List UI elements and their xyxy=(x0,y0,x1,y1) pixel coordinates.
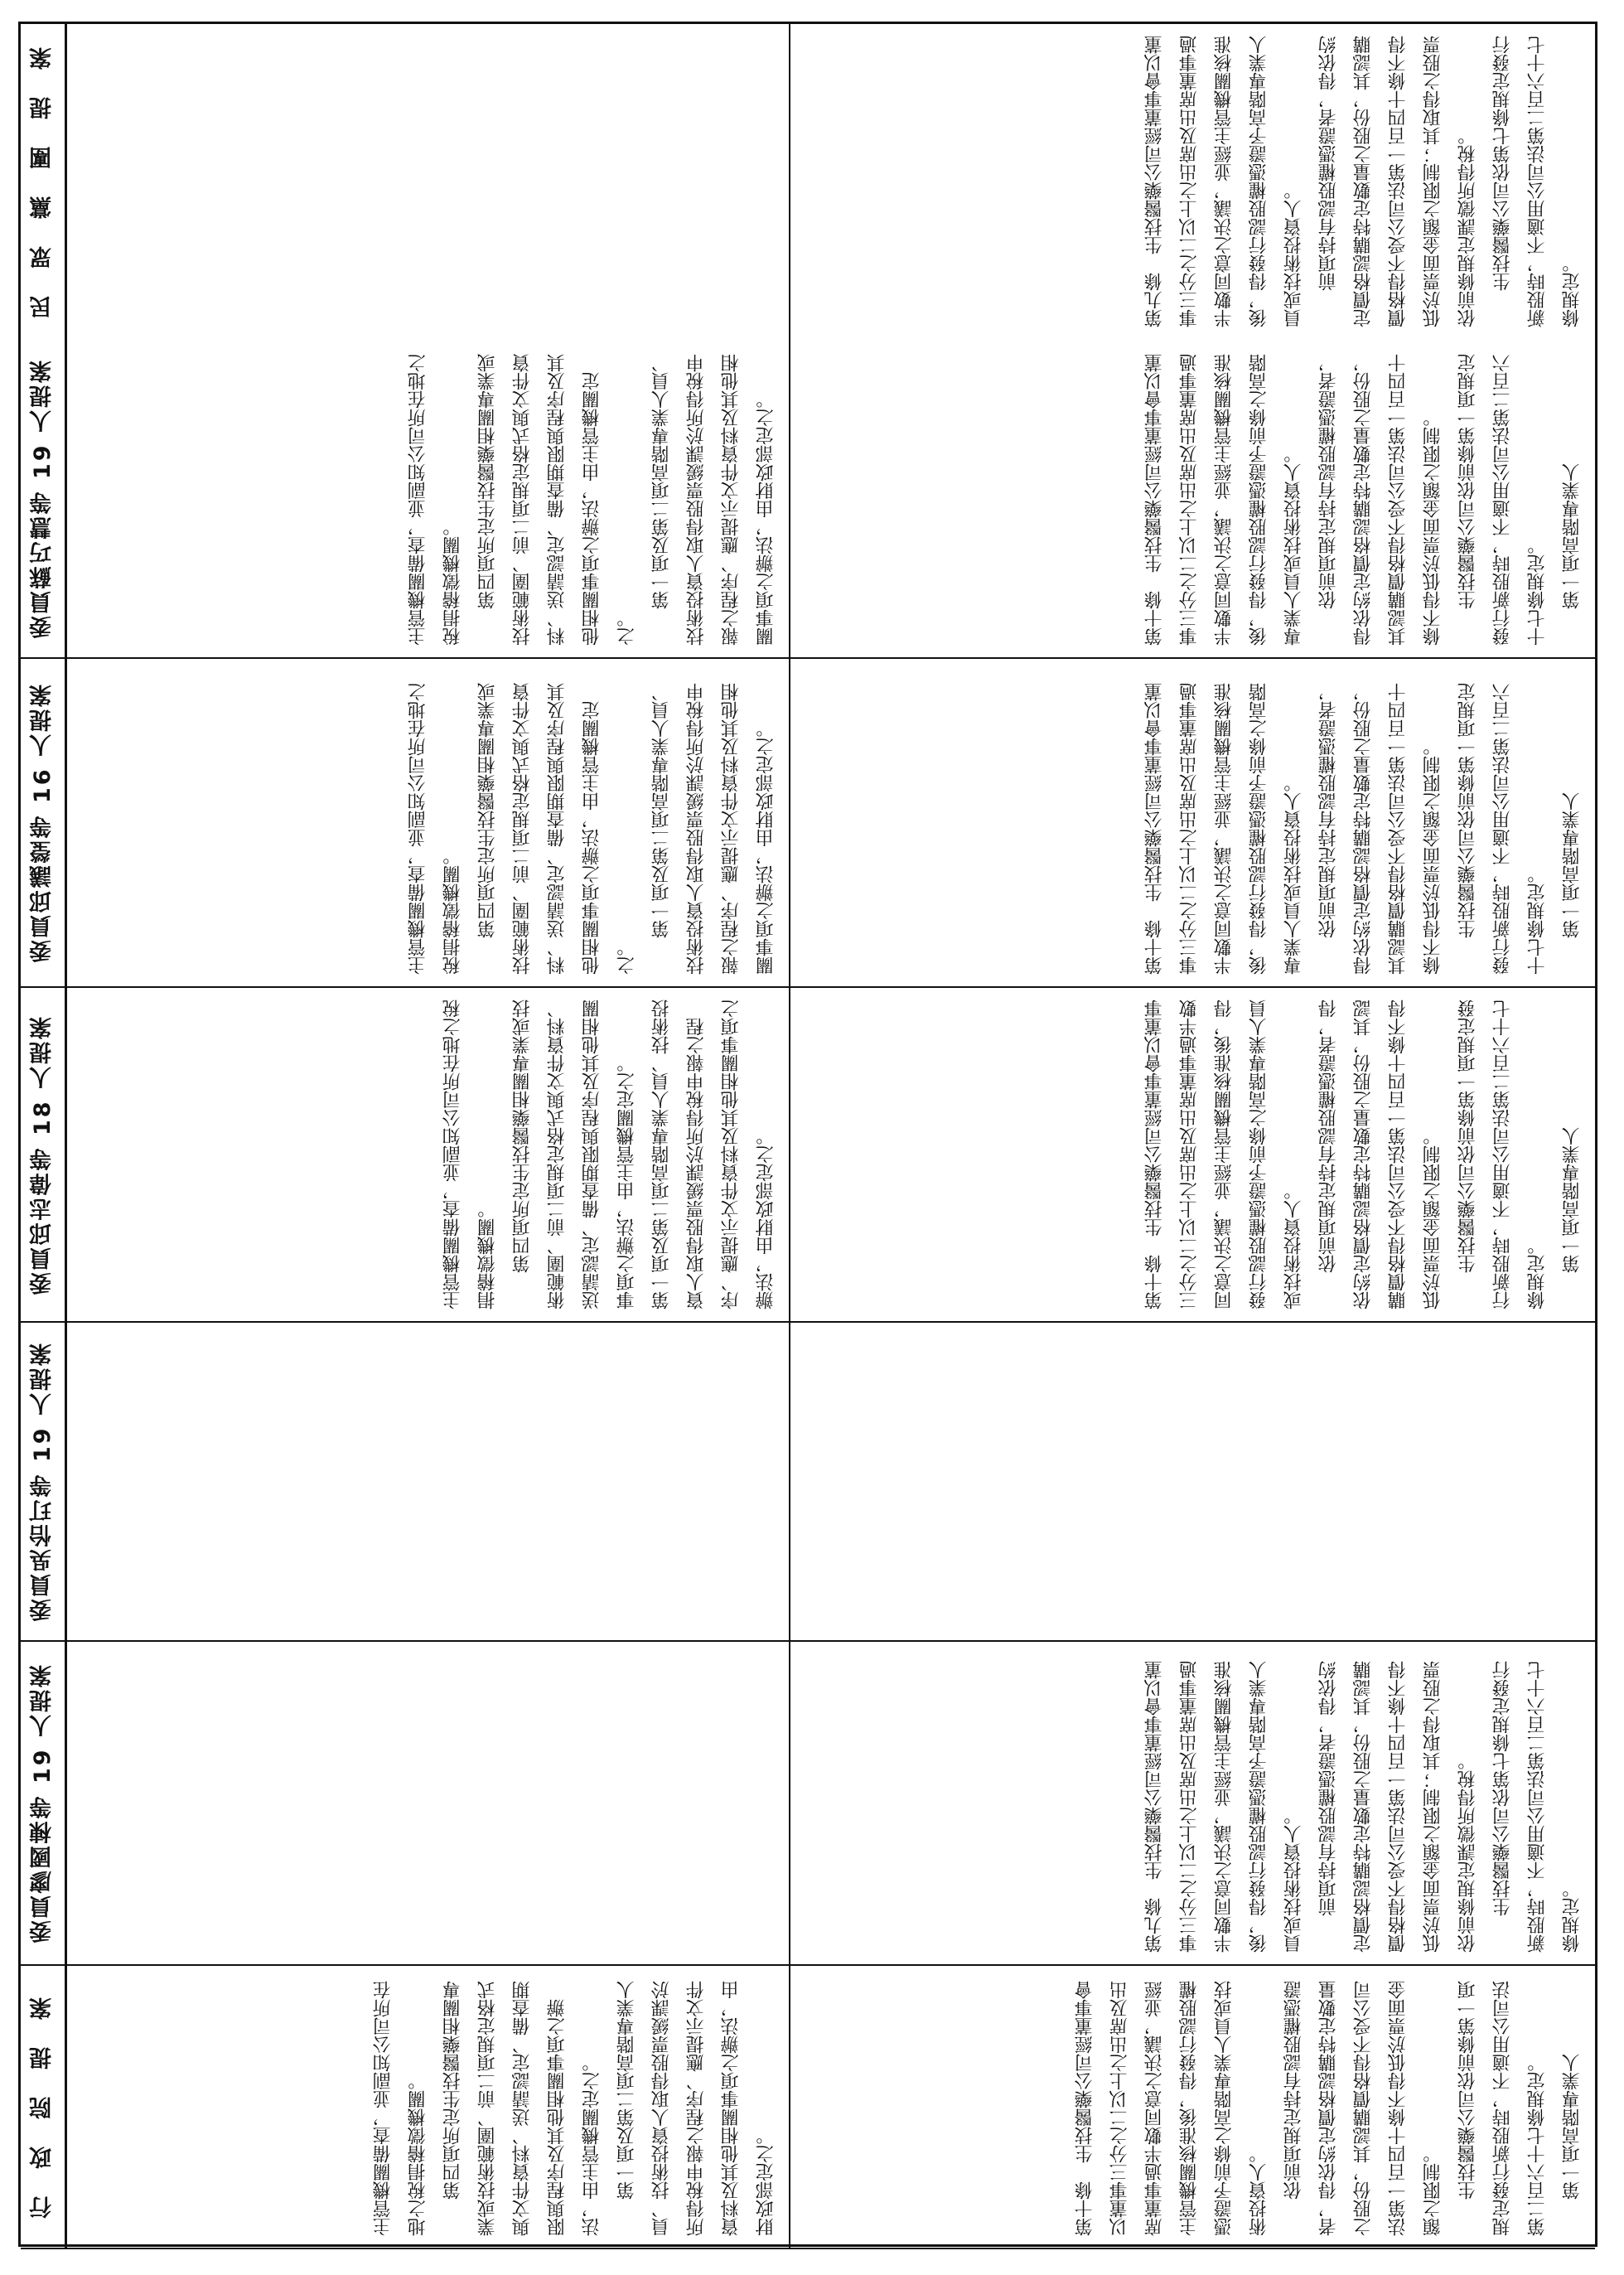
cell-article-10 xyxy=(790,1966,1595,2248)
column-header-text: 委員邱志偉等 18 人提案 xyxy=(30,1014,56,1295)
column-header xyxy=(21,988,67,1321)
column-header-text: 民 眾 黨 團 提 案 xyxy=(30,45,56,318)
column-su-chiao-hui xyxy=(21,339,1595,659)
cell-article-9 xyxy=(790,1642,1595,1964)
cell-draft-top xyxy=(67,1323,790,1640)
cell-article-10 xyxy=(790,339,1595,657)
cell-draft-top xyxy=(67,1642,790,1964)
column-header xyxy=(21,1642,67,1964)
cell-article-9 xyxy=(790,24,1595,339)
cell-text: 主管機關備查，並副知公司所在地之稅捐稽徵機關。 第四項所定生技醫藥相關專業或技術範圍、前二項規定格式與文件資料、送請認定、備查期限與程序及其他相關事項之辦法，由主管機關定之。 第一項及第二項高階專業人員、技術投資人取得股票緩課於所得稅申報之程序、應提示文件資料及其他相關事項之辦法，由財政部定之。 xyxy=(408,354,776,646)
column-chiu-yi-ying xyxy=(21,659,1595,988)
column-header xyxy=(21,1323,67,1640)
cell-text: 第十條 生技醫藥公司經董事會以董事三分之二以上之出席及出席董事過半數同意之決議，並經主管機關核准後，得發行認股權憑證予前條之高階專業人員或技術投資人。 依前項規定持有認股權憑證者，得依約定價格認購特定數量之股份，其認購價格得不受公司法第一百四十條不得低於票面金額之限制。 生技醫藥公司依前條第一項規定發行新股時，不適用公司法第二百六十七條規定。 第一項高階專業人 xyxy=(1144,683,1583,975)
comparison-table xyxy=(18,22,1597,2247)
cell-draft-bottom xyxy=(790,1323,1595,1640)
cell-article-10 xyxy=(790,988,1595,1321)
cell-draft-top xyxy=(67,339,790,657)
cell-draft-top xyxy=(67,1966,790,2248)
column-header xyxy=(21,659,67,986)
cell-draft-top xyxy=(67,659,790,986)
column-wu-yi-ting xyxy=(21,1323,1595,1642)
column-header xyxy=(21,24,67,339)
column-executive-yuan xyxy=(21,1966,1595,2249)
column-header-text: 委員蘇巧慧等 19 人提案 xyxy=(30,357,56,639)
column-header-text: 委員廖國棟等 19 人提案 xyxy=(30,1663,56,1943)
column-header-text: 行 政 院 提 案 xyxy=(30,1995,56,2219)
cell-draft-top xyxy=(67,24,790,339)
cell-text: 主管機關備查，並副知公司所在地之稅捐稽徵機關。 第四項所定生技醫藥相關專業或技術範圍、前二項規定格式與文件資料、送請認定、備查期限與程序及其他相關事項之辦法，由主管機關定之。 第一項及第二項高階專業人員、技術投資人取得股票緩課於所得稅申報之程序、應提示文件資料及其他相關事項之辦法，由財政部定之。 xyxy=(442,1000,776,1309)
cell-article-10 xyxy=(790,659,1595,986)
column-chiu-chih-wei xyxy=(21,988,1595,1323)
cell-text: 第十條 生技醫藥公司經董事會以董事三分之二以上之出席及出席董事過半數同意之決議，並經主管機關核准後，得發行認股權憑證予前條之高階專業人員或技術投資人。 依前項規定持有認股權憑證者，得依約定價格認購特定數量之股份，其認購價格得不受公司法第一百四十條不得低於票面金額之限制。 生技醫藥公司依前條第一項規定發行新股時，不適用公司法第二百六十七條規定。 第一項高階專業人 xyxy=(1144,1000,1583,1309)
cell-text: 主管機關備查，並副知公司所在地之稅捐稽徵機關。 第四項所定生技醫藥相關專業或技術範圍、前二項規定格式與文件資料、送請認定、備查期限與程序及其他相關事項之辦法，由主管機關定之。 第一項及第二項高階專業人員、技術投資人取得股票緩課於所得稅申報之程序、應提示文件資料及其他相關事項之辦法，由財政部定之。 xyxy=(408,683,776,975)
cell-text: 第九條 生技醫藥公司經董事會以董事三分之二以上之出席及出席董事過半數同意之決議，並經主管機關核准後，得發行認股權憑證予高階專業人員或技術投資人。 前項持有認股權憑證者，得依約定價格認購特定數量之股份，其認購價格得不受公司法第一百四十條不得低於票面金額之限制；其取得之股票依前條規定課徵所得稅。 生技醫藥公司依第七條規定發行新股時，不適用公司法第二百六十七條規定。 xyxy=(1144,1661,1583,1953)
cell-text: 第十條 生技醫藥公司經董事會以董事三分之二以上之出席及出席董事過半數同意之決議，並經主管機關核准後，得發行認股權憑證予前條之高階專業人員或技術投資人。 依前項規定持有認股權憑證者，得依約定價格認購特定數量之股份，其認購價格得不受公司法第一百四十條不得低於票面金額之限制。 生技醫藥公司依前條第一項規定發行新股時，不適用公司法第二百六十七條規定。 第一項高階專業人 xyxy=(1075,1981,1583,2236)
cell-text: 第九條 生技醫藥公司經董事會以董事三分之二以上之出席及出席董事過半數同意之決議，並經主管機關核准後，得發行認股權憑證予高階專業人員或技術投資人。 前項持有認股權憑證者，得依約定價格認購特定數量之股份，其認購價格得不受公司法第一百四十條不得低於票面金額之限制；其取得之股票依前條規定課徵所得稅。 生技醫藥公司依第七條規定發行新股時，不適用公司法第二百六十七條規定。 xyxy=(1144,36,1583,327)
cell-text: 主管機關備查，並副知公司所在地之稅捐稽徵機關。 第四項所定生技醫藥相關專業或技術範圍、前二項規定格式與文件資料、送請認定、備查期限與程序及其他相關事項之辦法，由主管機關定之。 第一項及第二項高階專業人員、技術投資人取得股票緩課於所得稅申報之程序、應提示文件資料及其他相關事項之辦法，由財政部定之。 xyxy=(373,1981,776,2236)
column-header xyxy=(21,339,67,657)
column-header-text: 委員吳怡玎等 19 人提案 xyxy=(30,1341,56,1622)
column-tpp-caucus xyxy=(21,24,1595,339)
cell-text: 第十條 生技醫藥公司經董事會以董事三分之二以上之出席及出席董事過半數同意之決議，並經主管機關核准後，得發行認股權憑證予前條之高階專業人員或技術投資人。 依前項規定持有認股權憑證者，得依約定價格認購特定數量之股份，其認購價格得不受公司法第一百四十條不得低於票面金額之限制。 生技醫藥公司依前條第一項規定發行新股時，不適用公司法第二百六十七條規定。 第一項高階專業人 xyxy=(1144,354,1583,646)
column-header-text: 委員邱議瑩等 16 人提案 xyxy=(30,682,56,963)
cell-draft-top xyxy=(67,988,790,1321)
column-header xyxy=(21,1966,67,2248)
column-liao-kuo-tung xyxy=(21,1642,1595,1966)
